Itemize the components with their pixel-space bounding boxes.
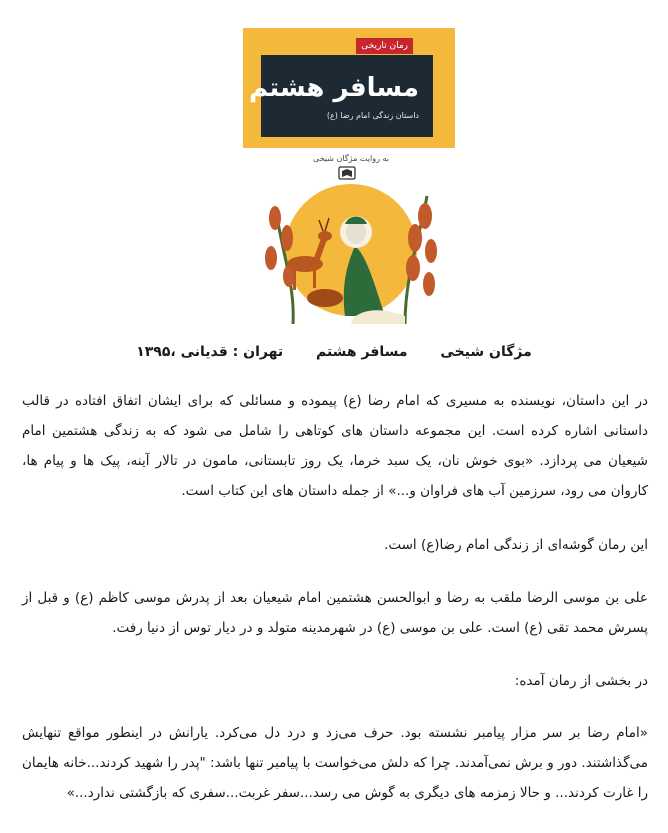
meta-title: مسافر هشتم <box>315 344 408 360</box>
cover-illustration <box>255 176 445 324</box>
meta-publisher: تهران : قدیانی ،۱۳۹۵ <box>136 344 284 360</box>
cover-genre-label: رمان تاریخی <box>356 38 413 54</box>
meta-author: مژگان شیخی <box>440 344 532 360</box>
paragraph-excerpt-lead: در بخشی از رمان آمده: <box>514 673 648 689</box>
book-meta <box>0 344 668 360</box>
fawn <box>307 289 343 307</box>
book-cover <box>243 28 455 328</box>
paragraph-intro: این رمان گوشه‌ای از زندگی امام رضا(ع) است. <box>384 537 648 553</box>
paragraph-excerpt: «امام رضا بر سر مزار پیامبر نشسته بود. حرف می‌زد و درد دل می‌کرد. یارانش در اینطور مواقع تنهایش می‌گذاشتند. دور و برش نمی‌آمدند. چرا که دلش می‌خواست با پیامبر تنها باشد: "پدر را شهید کردند...خانه هایمان را غارت کردند... و حالا زمزمه های دیگری به گوش می رسد...سفر غربت...سفری که بازگشتی ندارد...» <box>22 725 648 801</box>
cover-title-box <box>248 55 433 137</box>
cover-subtitle: داستان زندگی امام رضا (ع) <box>326 111 419 120</box>
cover-narrator: به روایت مژگان شیخی <box>313 154 389 163</box>
tree-left <box>265 206 295 287</box>
paragraph-biography: علی بن موسی الرضا ملقب به رضا و ابوالحسن هشتمین امام شیعیان بعد از پدرش موسی کاظم (ع) و قبل از پسرش محمد تقی (ع) است. علی بن موسی (ع) در شهرمدینه متولد و در دیار توس از دنیا رفت. <box>22 590 648 636</box>
cover-title: مسافر هشتم <box>248 73 419 103</box>
paragraph-summary: در این داستان، نویسنده به مسیری که امام رضا (ع) پیموده و مسائلی که برای ایشان اتفاق افتاده در قالب داستانی اشاره کرده است. این مجموعه داستان های کوتاهی را شامل می شود که به زندگی هشتمین امام شیعیان می پردازد. «بوی خوش نان، یک سبد خرما، یک روز تابستانی، مامون در تالار آینه، پیک ها و پیام ها، کاروان می رود، سرزمین آب های فراوان و...» از جمله داستان های این کتاب است. <box>22 393 648 499</box>
